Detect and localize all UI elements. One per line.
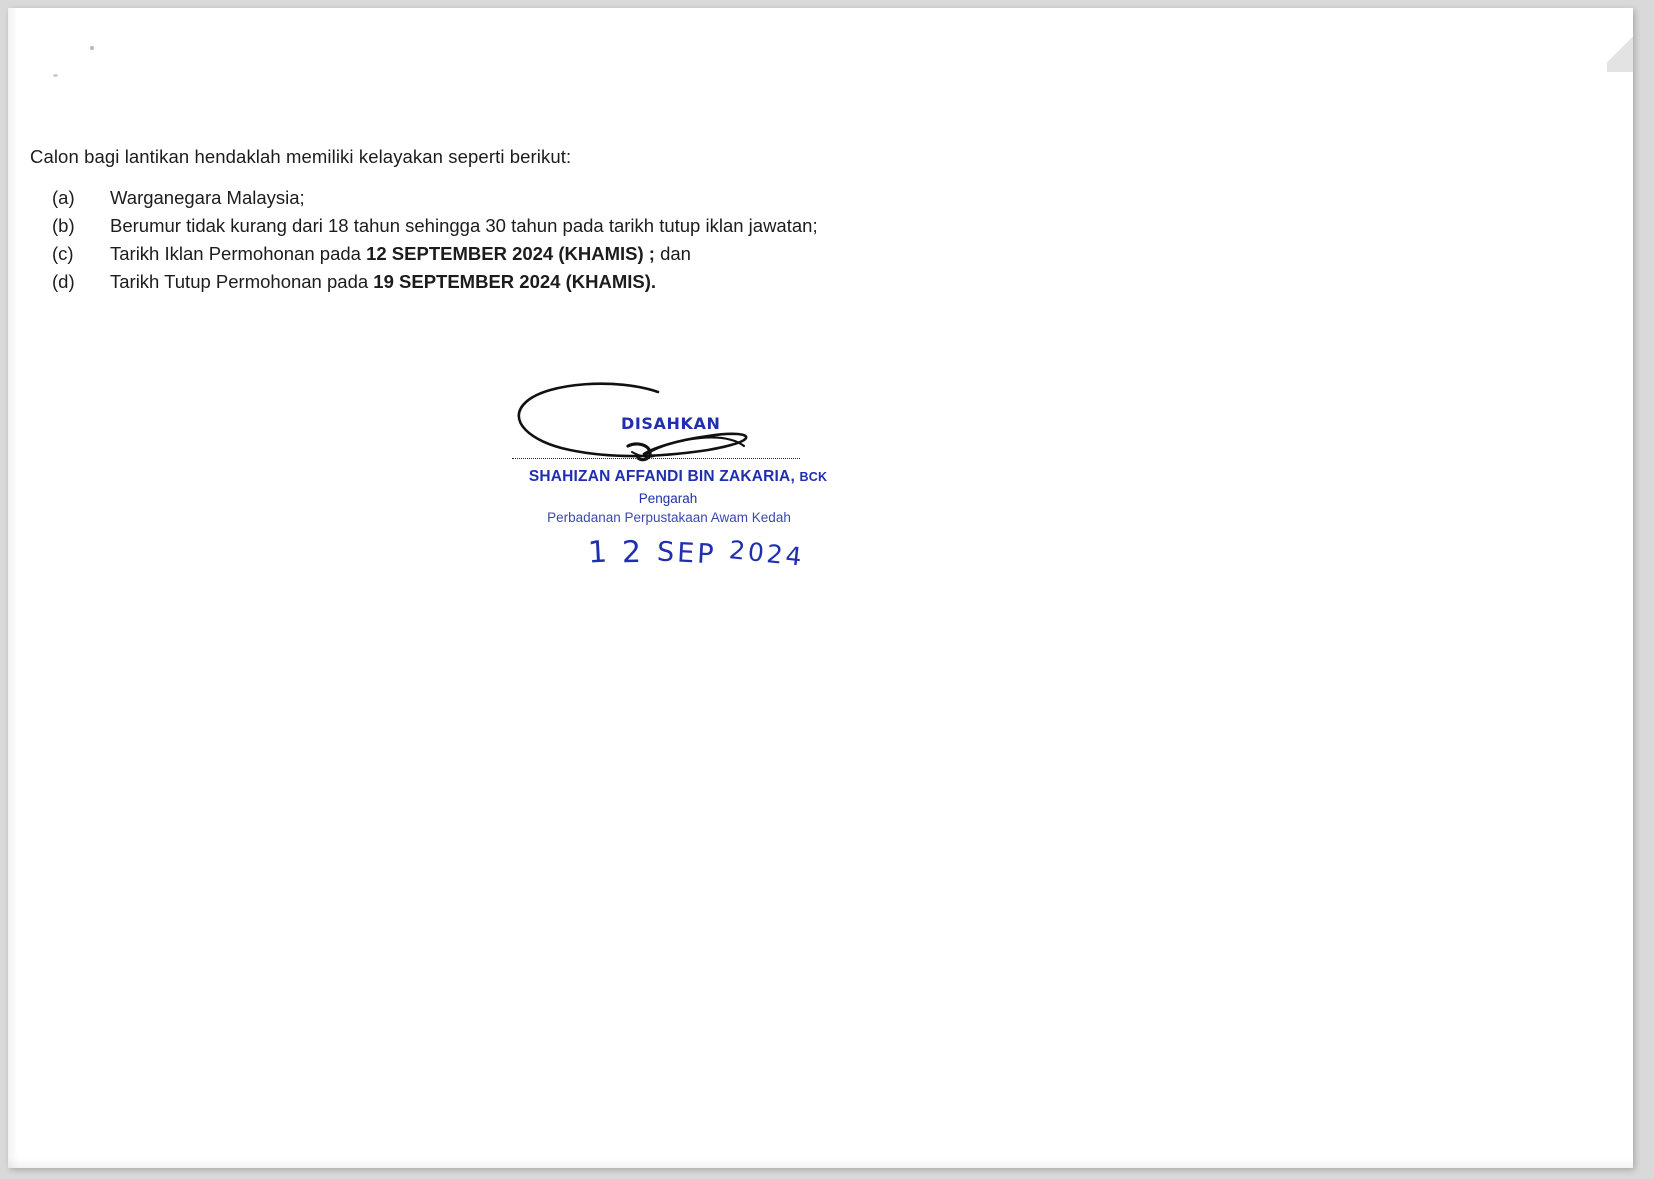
list-item-text	[110, 242, 691, 267]
list-item-marker: (c)	[52, 243, 74, 264]
intro-paragraph: Calon bagi lantikan hendaklah memiliki kelayakan seperti berikut:	[30, 146, 572, 167]
stamp-date	[556, 535, 836, 570]
list-item-text-tail: dan	[654, 243, 691, 264]
list-item-text-plain: Warganegara Malaysia;	[110, 187, 305, 208]
signatory-name-text: SHAHIZAN AFFANDI BIN ZAKARIA,	[528, 468, 795, 485]
list-item	[52, 270, 1252, 295]
scan-speck-icon	[90, 46, 94, 50]
stamp-date-year: 2024	[727, 535, 806, 572]
signatory-name-suffix: BCK	[799, 470, 828, 484]
signatory-role: Pengarah	[638, 491, 698, 506]
list-item	[52, 186, 1252, 211]
signatory-organization: Perbadanan Perpustakaan Awam Kedah	[547, 510, 791, 525]
list-item-marker: (d)	[52, 271, 75, 292]
list-item	[52, 242, 1252, 267]
signatory-name	[528, 468, 828, 486]
stamp-date-day-first: 1	[586, 534, 611, 571]
stamp-date-month: SEP	[656, 536, 718, 571]
list-item-text-plain: Tarikh Tutup Permohonan pada	[110, 271, 374, 292]
list-item-text-bold: 12 SEPTEMBER 2024 (KHAMIS) ;	[366, 243, 655, 264]
signature-stamp-block	[508, 380, 968, 610]
list-item-text-bold: 19 SEPTEMBER 2024 (KHAMIS).	[373, 271, 657, 292]
list-item-marker: (a)	[52, 187, 75, 208]
page-edge-shadow-bottom	[8, 1158, 1633, 1168]
scan-speck-icon	[53, 74, 58, 77]
list-item-text-plain: Berumur tidak kurang dari 18 tahun sehingga 30 tahun pada tarikh tutup iklan jawatan;	[110, 215, 818, 236]
list-item-text	[110, 214, 818, 239]
list-item-text	[110, 186, 305, 211]
disahkan-label: DISAHKAN	[621, 414, 721, 433]
stamp-date-day-second: 2	[621, 534, 645, 571]
page-edge-shadow-left	[8, 8, 18, 1168]
requirements-list	[52, 186, 1252, 298]
list-item-marker: (b)	[52, 215, 75, 236]
list-item-text	[110, 270, 656, 295]
document-page	[8, 8, 1633, 1168]
list-item-text-plain: Tarikh Iklan Permohonan pada	[110, 243, 367, 264]
list-item	[52, 214, 1252, 239]
page-corner-fold	[1607, 26, 1633, 72]
signature-dotted-line	[512, 458, 800, 459]
